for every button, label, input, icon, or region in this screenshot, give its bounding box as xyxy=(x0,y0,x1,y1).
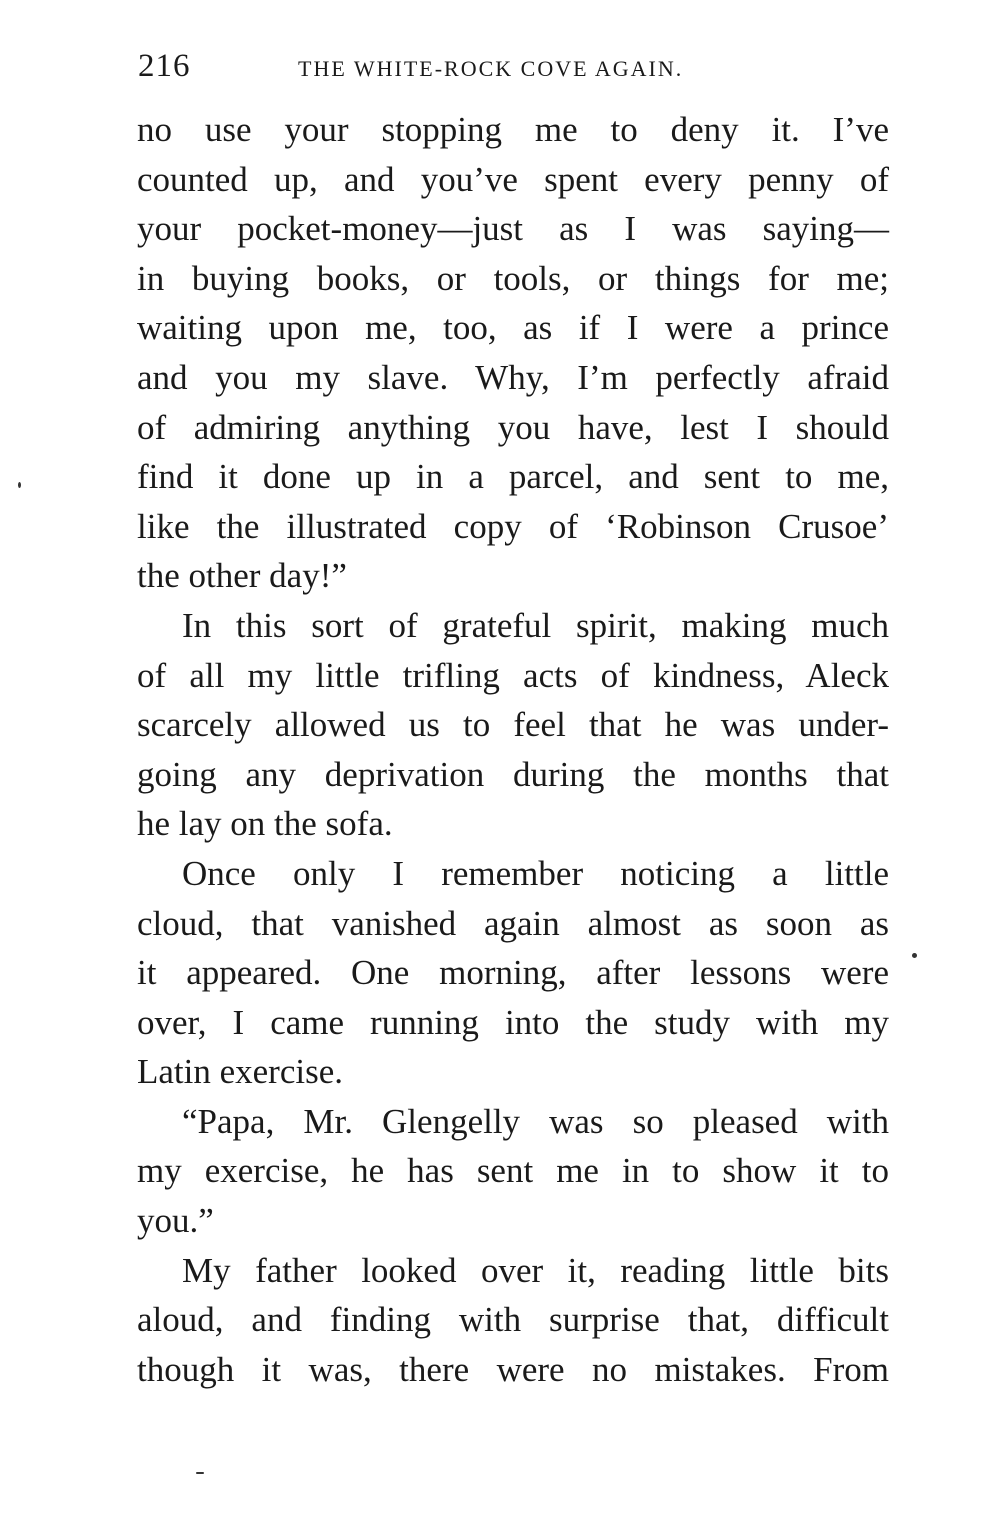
text-line: scarcely allowed us to feel that he was under- xyxy=(137,705,889,745)
text-line: no use your stopping me to deny it. I’ve xyxy=(137,110,889,149)
text-line: your pocket-money—just as I was saying— xyxy=(137,209,889,249)
page-number: 216 xyxy=(138,48,191,84)
text-line: waiting upon me, too, as if I were a prince xyxy=(137,308,889,348)
text-line: “Papa, Mr. Glengelly was so pleased with xyxy=(182,1101,889,1141)
print-speck xyxy=(18,482,21,488)
text-line: of admiring anything you have, lest I should xyxy=(137,407,889,447)
text-line: going any deprivation during the months that xyxy=(137,754,889,794)
text-line: of all my little trifling acts of kindness, Aleck xyxy=(137,655,889,695)
body-text xyxy=(137,105,889,1394)
text-line: and you my slave. Why, I’m perfectly afraid xyxy=(137,357,889,397)
text-line: in buying books, or tools, or things for me; xyxy=(137,258,889,298)
text-line: cloud, that vanished again almost as soon as xyxy=(137,903,889,943)
text-line: it appeared. One morning, after lessons were xyxy=(137,953,889,993)
text-line: you.” xyxy=(137,1201,214,1241)
text-line: Latin exercise. xyxy=(137,1052,344,1092)
print-speck xyxy=(912,953,917,958)
text-line: In this sort of grateful spirit, making much xyxy=(182,605,889,645)
text-line: counted up, and you’ve spent every penny of xyxy=(137,159,889,199)
text-line: my exercise, he has sent me in to show it to xyxy=(137,1151,889,1191)
text-line: he lay on the sofa. xyxy=(137,804,393,844)
text-line: like the illustrated copy of ‘Robinson Crusoe’ xyxy=(137,506,889,546)
page-header xyxy=(138,42,888,92)
text-line: Once only I remember noticing a little xyxy=(182,853,889,893)
text-line: the other day!” xyxy=(137,556,347,596)
running-head: THE WHITE-ROCK COVE AGAIN. xyxy=(298,56,684,81)
text-line: find it done up in a parcel, and sent to me, xyxy=(137,457,889,497)
text-line: aloud, and finding with surprise that, difficult xyxy=(137,1300,889,1340)
text-line: over, I came running into the study with my xyxy=(137,1002,889,1042)
print-speck xyxy=(196,1472,204,1474)
text-line: though it was, there were no mistakes. From xyxy=(137,1349,889,1389)
text-line: My father looked over it, reading little bits xyxy=(182,1250,889,1290)
